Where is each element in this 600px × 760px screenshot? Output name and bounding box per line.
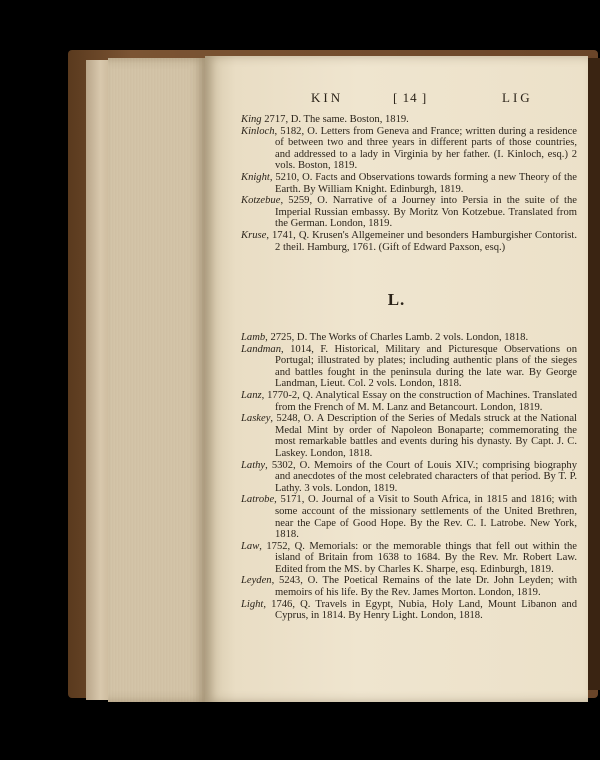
catalog-entry: [241, 230, 577, 253]
catalog-entry: [241, 172, 577, 195]
catalog-entry: [241, 575, 577, 598]
running-head: [205, 90, 588, 106]
section-heading: L.: [387, 290, 406, 309]
page-number: [ 14 ]: [393, 90, 428, 105]
entry-name: Laskey: [241, 413, 271, 425]
entries-l: [241, 332, 577, 622]
catalog-entry: [241, 344, 577, 390]
entry-text: , 5243, O. The Poetical Remains of the late Dr. John Leyden; with memoirs of his life. By the Rev. James Morton. London, 1819.: [271, 575, 577, 599]
entry-name: Leyden: [241, 575, 272, 587]
entry-text: , 5248, O. A Description of the Series of Medals struck at the National Medal Mint by order of Napoleon Bonaparte; commemorating the most remarkable battles and events during his dynasty. By Capt. J. C. Laskey. London, 1818.: [270, 413, 577, 459]
cover-edge: [586, 58, 600, 690]
entry-text: , 5171, O. Journal of a Visit to South Africa, in 1815 and 1816; with some account of the missionary settlements of the United Brethren, near the Cape of Good Hope. By the Rev. C. I. Latrobe. New York, 1818.: [274, 494, 577, 541]
entry-text: , 5302, O. Memoirs of the Court of Louis XIV.; comprising biography and anecdotes of the most celebrated characters of that period. By T. P. Lathy. 3 vols. London, 1819.: [265, 459, 577, 494]
page-edges: [108, 58, 208, 702]
entry-text: , 1014, F. Historical, Military and Picturesque Observations on Portugal; illustrated by plates; including authentic plans of the sieges and battles fought in the peninsula during the late war. By George Landman, Lieut. Col. 2 vols. London, 1818.: [275, 343, 577, 390]
book-spine: [86, 60, 110, 700]
catalog-entry: [241, 541, 577, 576]
catalog-entry: [241, 195, 577, 230]
catalog-entry: [241, 390, 577, 413]
entry-name: Landman: [241, 343, 282, 355]
entry-name: King: [241, 114, 262, 125]
running-head-left: KIN: [311, 90, 344, 105]
entry-name: Kinloch: [241, 125, 275, 137]
entry-name: Law: [241, 540, 260, 552]
entry-text: , 5259, O. Narrative of a Journey into Persia in the suite of the Imperial Russian embassy. By Moritz Von Kotzebue. Translated from the German. London, 1819.: [275, 195, 577, 230]
entry-text: , 1746, Q. Travels in Egypt, Nubia, Holy Land, Mount Libanon and Cyprus, in 1814. By Henry Light. London, 1818.: [263, 598, 577, 622]
catalog-entry: [241, 332, 577, 344]
entries-k: [241, 114, 577, 253]
entry-text: , 5182, O. Letters from Geneva and France; written during a residence of between two and three years in different parts of those countries, and addressed to a lady in Virginia by her father. (I. Kinloch, esq.) 2 vols. Boston, 1819.: [274, 125, 577, 172]
catalog-entry: [241, 460, 577, 495]
catalog-entry: [241, 413, 577, 459]
entry-text: , 2725, D. The Works of Charles Lamb. 2 vols. London, 1818.: [265, 332, 529, 343]
catalog-entry: [241, 599, 577, 622]
entry-name: Lamb: [241, 332, 266, 343]
entry-text: , 1741, Q. Krusen's Allgemeiner und besonders Hamburgisher Contorist. 2 theil. Hamburg, 1761. (Gift of Edward Paxson, esq.): [266, 229, 577, 253]
entry-text: , 1752, Q. Memorials: or the memorable things that fell out within the island of Britain from 1638 to 1684. By the Rev. Mr. Robert Law. Edited from the MS. by Charles K. Sharpe, esq. Edinburgh, 1819.: [259, 540, 577, 575]
entry-text: 2717, D. The same. Boston, 1819.: [261, 114, 409, 125]
entry-text: , 1770-2, Q. Analytical Essay on the construction of Machines. Translated from the French of M. M. Lanz and Betancourt. London, 1819.: [261, 389, 577, 413]
book-page: [205, 56, 588, 702]
entry-name: Kotzebue: [241, 195, 281, 207]
entry-name: Light: [241, 598, 264, 610]
entry-name: Lanz: [241, 389, 262, 401]
entry-name: Knight: [241, 171, 270, 183]
running-head-right: LIG: [502, 90, 533, 105]
entry-name: Kruse: [241, 229, 267, 241]
entry-text: , 5210, O. Facts and Observations towards forming a new Theory of the Earth. By William Knight. Edinburgh, 1819.: [269, 171, 577, 195]
entry-name: Latrobe: [241, 494, 275, 506]
catalog-entry: [241, 114, 577, 126]
catalog-entry: [241, 126, 577, 172]
entry-name: Lathy: [241, 459, 266, 471]
catalog-entry: [241, 494, 577, 540]
